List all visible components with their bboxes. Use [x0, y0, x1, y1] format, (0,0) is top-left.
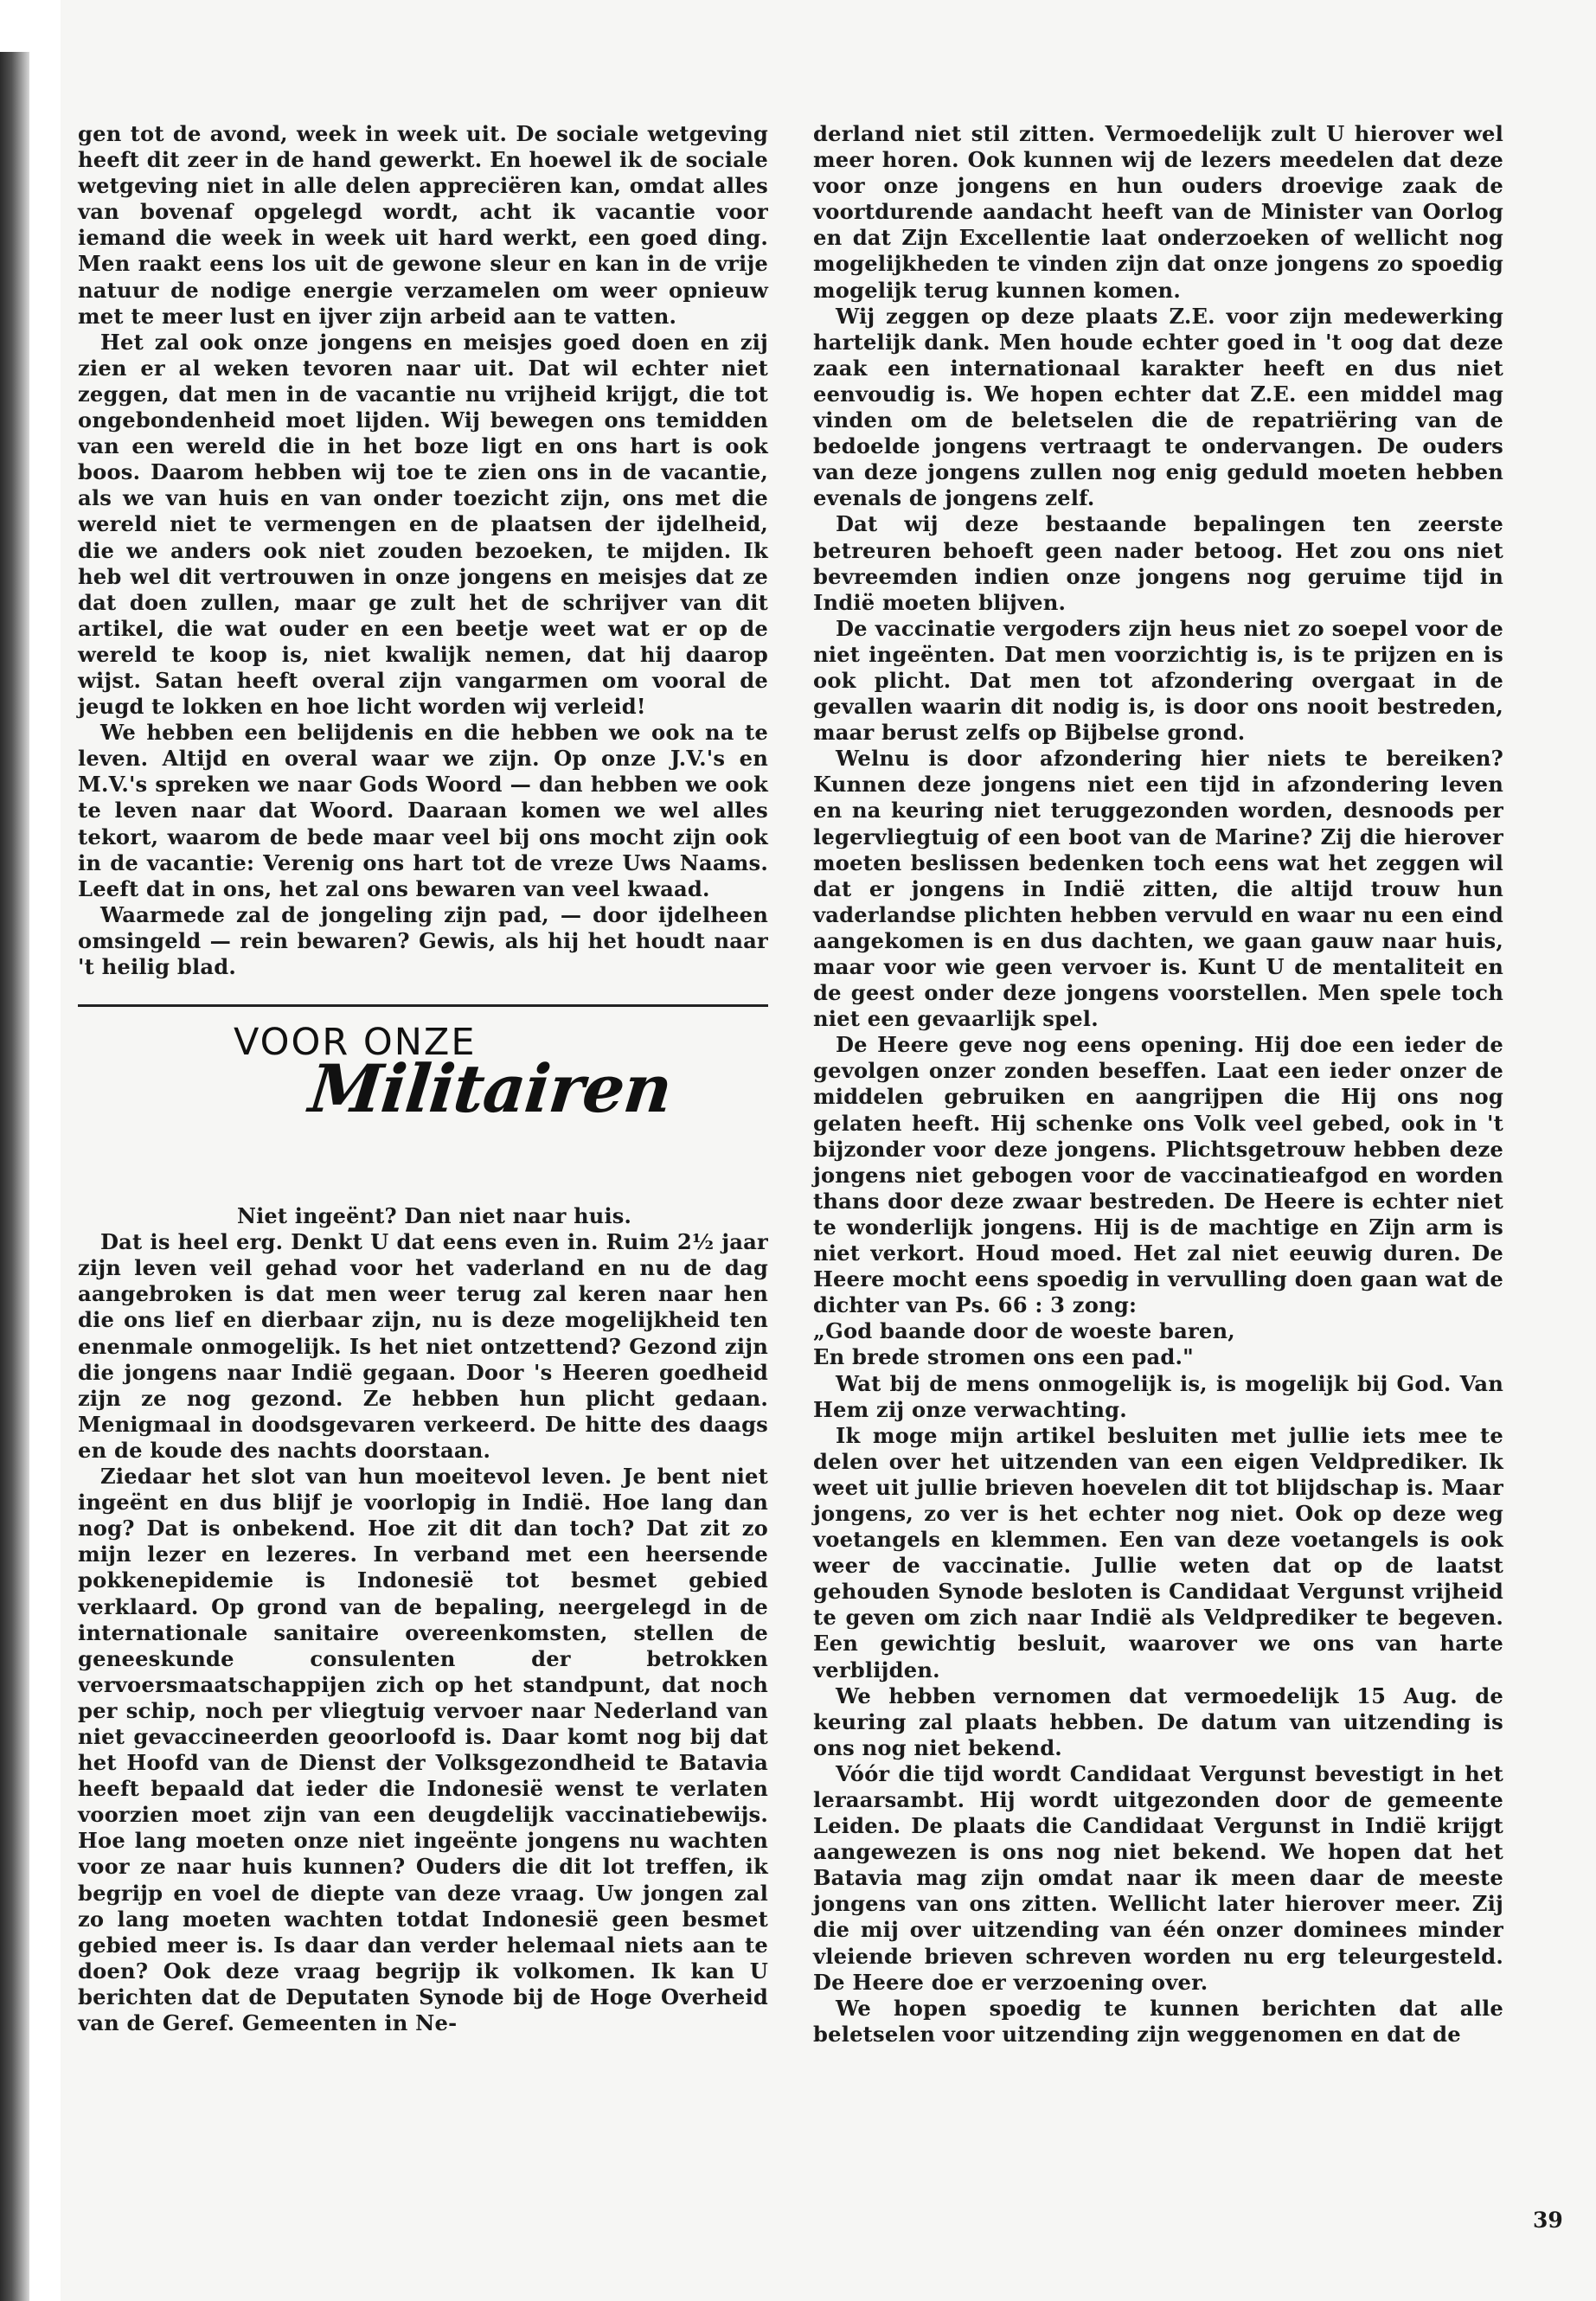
paragraph: Dat is heel erg. Denkt U dat eens even in. Ruim 2½ jaar zijn leven veil gehad voor het vaderland en nu de dag aangebroken is dat men weer terug zal keren naar hen die ons lief en dierbaar zijn, nu is deze mogelijkheid ten enenmale onmogelijk. Is het niet ontzettend? Gezond zijn die jongens naar Indië gegaan. Door 's Heeren goedheid zijn ze nog gezond. Ze hebben hun plicht gedaan. Menigmaal in doodsgevaren verkeerd. De hitte des daags en de koude des nachts doorstaan.: [78, 1229, 768, 1463]
masthead-title: VOOR ONZE: [234, 1021, 477, 1065]
quote-line: En brede stromen ons een pad.": [813, 1344, 1194, 1370]
paragraph: De Heere geve nog eens opening. Hij doe een ieder de gevolgen onzer zonden beseffen. Laat een ieder onzer de middelen gebruiken en aangrijpen die Hij ons nog gelaten heeft. Hij schenke ons Volk veel gebed, ook in 't bijzonder voor deze jongens. Plichtsgetrouw hebben deze jongens niet gebogen voor de vaccinatieafgod en worden thans door deze zwaar bestreden. De Heere is echter niet te wonderlijk jongens. Hij is de machtige en Zijn arm is niet verkort. Houd moed. Het zal niet eeuwig duren. De Heere mocht eens spoedig in vervulling doen gaan wat de dichter van Ps. 66 : 3 zong:: [813, 1032, 1503, 1318]
paragraph: We hopen spoedig te kunnen berichten dat alle beletselen voor uitzending zijn weggenomen en dat de: [813, 1995, 1503, 2047]
magazine-page: [61, 0, 1596, 2301]
article-subheading: Niet ingeënt? Dan niet naar huis.: [236, 1203, 632, 1229]
left-column: [78, 121, 768, 2036]
quote-line: „God baande door de woeste baren,: [813, 1318, 1235, 1344]
psalm-quote: [813, 1318, 1503, 1370]
paragraph: gen tot de avond, week in week uit. De sociale wetgeving heeft dit zeer in de hand gewerkt. En hoewel ik de sociale wetgeving niet in alle delen appreciëren kan, omdat alles van bovenaf opgelegd wordt, acht ik vacantie voor iemand die week in week uit hard werkt, een goed ding. Men raakt eens los uit de gewone sleur en kan in de vrije natuur de nodige energie verzamelen om weer opnieuw met te meer lust en ijver zijn arbeid aan te vatten.: [78, 121, 768, 329]
paragraph: derland niet stil zitten. Vermoedelijk zult U hierover wel meer horen. Ook kunnen wij de lezers meedelen dat deze voor onze jongens en hun ouders droevige zaak de voortdurende aandacht heeft van de Minister van Oorlog en dat Zijn Excellentie laat onderzoeken of wellicht nog mogelijkheden te vinden zijn dat onze jongens zo spoedig mogelijk terug kunnen komen.: [813, 121, 1503, 303]
paragraph: Dat wij deze bestaande bepalingen ten zeerste betreuren behoeft geen nader betoog. Het zou ons niet bevreemden indien onze jongens nog geruime tijd in Indië moeten blijven.: [813, 511, 1503, 615]
paragraph: Waarmede zal de jongeling zijn pad, — door ijdelheen omsingeld — rein bewaren? Gewis, als hij het houdt naar 't heilig blad.: [78, 901, 768, 979]
paragraph: We hebben een belijdenis en die hebben we ook na te leven. Altijd en overal waar we zijn. Op onze J.V.'s en M.V.'s spreken we naar Gods Woord — dan hebben we ook te leven naar dat Woord. Daaraan komen we wel alles tekort, waarom de bede maar veel bij ons mocht zijn ook in de vacantie: Verenig ons hart tot de vreze Uws Naams. Leeft dat in ons, het zal ons bewaren van veel kwaad.: [78, 720, 768, 901]
paragraph: Ziedaar het slot van hun moeitevol leven. Je bent niet ingeënt en dus blijf je voorlopig in Indië. Hoe lang dan nog? Dat is onbekend. Hoe zit dit dan toch? Dat zit zo mijn lezer en lezeres. In verband met een heersende pokkenepidemie is Indonesië tot besmet gebied verklaard. Op grond van de bepaling, neergelegd in de internationale sanitaire overeenkomsten, stellen de geneeskunde consulenten der betrokken vervoersmaatschappijen zich op het standpunt, dat noch per schip, noch per vliegtuig vervoer naar Nederland van niet gevaccineerden geoorloofd is. Daar komt nog bij dat het Hoofd van de Dienst der Volksgezondheid te Batavia heeft bepaald dat ieder die Indonesië wenst te verlaten voorzien moet zijn van een deugdelijk vaccinatiebewijs. Hoe lang moeten onze niet ingeënte jongens nu wachten voor ze naar huis kunnen? Ouders die dit lot treffen, ik begrijp en voel de diepte van deze vraag. Uw jongen zal zo lang moeten wachten totdat Indonesië geen besmet gebied meer is. Is daar dan verder helemaal niets aan te doen? Ook deze vraag begrijp ik volkomen. Ik kan U berichten dat de Deputaten Synode bij de Hoge Overheid van de Geref. Gemeenten in Ne-: [78, 1464, 768, 2035]
section-divider: [78, 1004, 768, 1007]
scan-binding-edge: [0, 52, 29, 2301]
page-number: 39: [1533, 2208, 1563, 2233]
paragraph: De vaccinatie vergoders zijn heus niet zo soepel voor de niet ingeënten. Dat men voorzichtig is, is te prijzen en is ook plicht. Dat men tot afzondering overgaat in de gevallen waarin dit nodig is, is door ons nooit bestreden, maar berust zelfs op Bijbelse grond.: [813, 615, 1503, 746]
paragraph: Vóór die tijd wordt Candidaat Vergunst bevestigt in het leraarsambt. Hij wordt uitgezonden door de gemeente Leiden. De plaats die Candidaat Vergunst in Indië krijgt aangewezen is ons nog niet bekend. We hopen dat het Batavia mag zijn omdat naar ik meen daar de meeste jongens van ons zitten. Wellicht later hierover meer. Zij die mij over uitzending van één onzer dominees minder vleiende brieven schreven worden nu erg teleurgesteld. De Heere doe er verzoening over.: [813, 1760, 1503, 1995]
paragraph: Het zal ook onze jongens en meisjes goed doen en zij zien er al weken tevoren naar uit. Dat wil echter niet zeggen, dat men in de vacantie nu vrijheid krijgt, die tot ongebondenheid moet lijden. Wij bewegen ons temidden van een wereld die in het boze ligt en ons hart is ook boos. Daarom hebben wij toe te zien ons in de vacantie, als we van huis en van onder toezicht zijn, ons met die wereld niet te vermengen en de plaatsen der ijdelheid, die we anders ook niet zouden bezoeken, te mijden. Ik heb wel dit vertrouwen in onze jongens en meisjes dat ze dat doen zullen, maar ge zult het de schrijver van dit artikel, die wat ouder en een beetje weet wat er op de wereld te koop is, niet kwalijk nemen, dat hij daarop wijst. Satan heeft overal zijn vangarmen om vooral de jeugd te lokken en hoe licht worden wij verleid!: [78, 329, 768, 720]
paragraph: Welnu is door afzondering hier niets te bereiken? Kunnen deze jongens niet een tijd in afzondering leven en na keuring niet teruggezonden worden, desnoods per legervliegtuig of een boot van de Marine? Zij die hierover moeten beslissen bedenken toch eens wat het zeggen wil dat er jongens in Indië zitten, die altijd trouw hun vaderlandse plichten hebben vervuld en waar nu een eind aangekomen is en dus dachten, we gaan gauw naar huis, maar voor wie geen vervoer is. Kunt U de mentaliteit en de geest onder deze jongens voorstellen. Men spele toch niet een gevaarlijk spel.: [813, 746, 1503, 1032]
paragraph: Ik moge mijn artikel besluiten met jullie iets mee te delen over het uitzenden van een eigen Veldprediker. Ik weet uit jullie brieven hoevelen dit tot blijdschap is. Maar jongens, zo ver is het echter nog niet. Ook op deze weg voetangels en klemmen. Een van deze voetangels is ook weer de vaccinatie. Jullie weten dat op de laatst gehouden Synode besloten is Candidaat Vergunst vrijheid te geven om zich naar Indië als Veldprediker te begeven. Een gewichtig besluit, waarover we ons van harte verblijden.: [813, 1422, 1503, 1682]
paragraph: We hebben vernomen dat vermoedelijk 15 Aug. de keuring zal plaats hebben. De datum van uitzending is ons nog niet bekend.: [813, 1682, 1503, 1760]
paragraph: Wij zeggen op deze plaats Z.E. voor zijn medewerking hartelijk dank. Men houde echter goed in 't oog dat deze zaak een internationaal karakter heeft en dus niet eenvoudig is. We hopen echter dat Z.E. een middel mag vinden om de beletselen die de repatriëring van de bedoelde jongens vertraagt te ondervangen. De ouders van deze jongens zullen nog enig geduld moeten hebben evenals de jongens zelf.: [813, 303, 1503, 511]
section-masthead: [78, 1021, 768, 1203]
paragraph: Wat bij de mens onmogelijk is, is mogelijk bij God. Van Hem zij onze verwachting.: [813, 1370, 1503, 1422]
right-column: [813, 121, 1503, 2048]
masthead-script-title: Militairen: [305, 1050, 676, 1128]
